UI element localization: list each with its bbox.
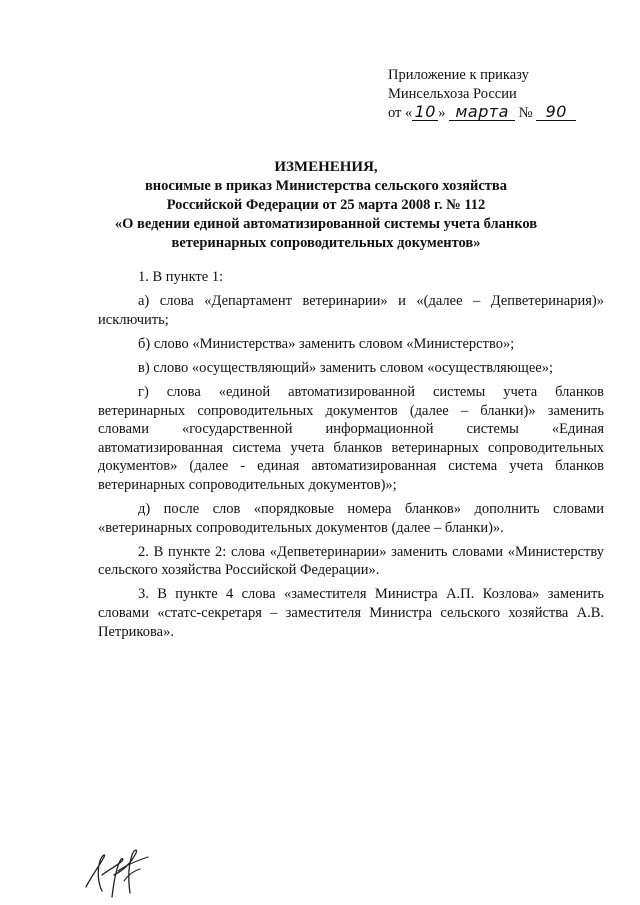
signature-icon [78,835,168,905]
title-line-4: ветеринарных сопроводительных документов» [171,235,481,251]
title-line-1: вносимые в приказ Министерства сельского хозяйства [144,178,508,194]
title-main: ИЗМЕНЕНИЯ, [274,159,378,175]
paragraph-1c: в) слово «осуществляющий» заменить словом «осуществляющее»; [138,359,553,376]
paragraph-1: 1. В пункте 1: [138,269,224,285]
handwritten-day: 10 [412,104,438,121]
paragraph-1e: д) после слов «порядковые номера бланков» дополнить словами «ветеринарных сопроводительных документов (далее – бланки)». [98,501,604,536]
appendix-header [388,66,618,123]
title-line-2: Российской Федерации от 25 марта 2008 г. № 112 [166,197,486,213]
paragraph-1a: а) слова «Департамент ветеринарии» и «(далее – Депветеринария)» исключить; [98,293,604,328]
date-prefix: от « [388,105,413,121]
number-sign: № [518,105,533,121]
title-line-3: «О ведении единой автоматизированной системы учета бланков [114,216,538,232]
date-quote-close: » [438,105,446,121]
appendix-date-line [388,104,618,123]
paragraph-2: 2. В пункте 2: слова «Депветеринарии» заменить словами «Министерству сельского хозяйства Российской Федерации». [98,543,604,579]
appendix-line-1: Приложение к приказу [388,67,529,83]
appendix-line-2: Минсельхоза России [388,86,517,102]
paragraph-1b: б) слово «Министерства» заменить словом «Министерство»; [138,335,515,352]
handwritten-month: марта [449,104,515,121]
document-title [96,158,556,253]
handwritten-order-number: 90 [536,104,576,121]
paragraph-1d: г) слова «единой автоматизированной системы учета бланков ветеринарных сопроводительных документов (далее – бланки)» заменить словами «государственной информационной системы «Единая автоматизированная система учета бланков ветеринарных сопроводительных документов» (далее - единая автоматизированная система учета бланков ветеринарных сопроводительных документов)»; [98,383,604,493]
document-body [98,268,604,647]
paragraph-3: 3. В пункте 4 слова «заместителя Министра А.П. Козлова» заменить словами «статс-секретаря – заместителя Министра сельского хозяйства А.В. Петрикова». [98,586,604,640]
